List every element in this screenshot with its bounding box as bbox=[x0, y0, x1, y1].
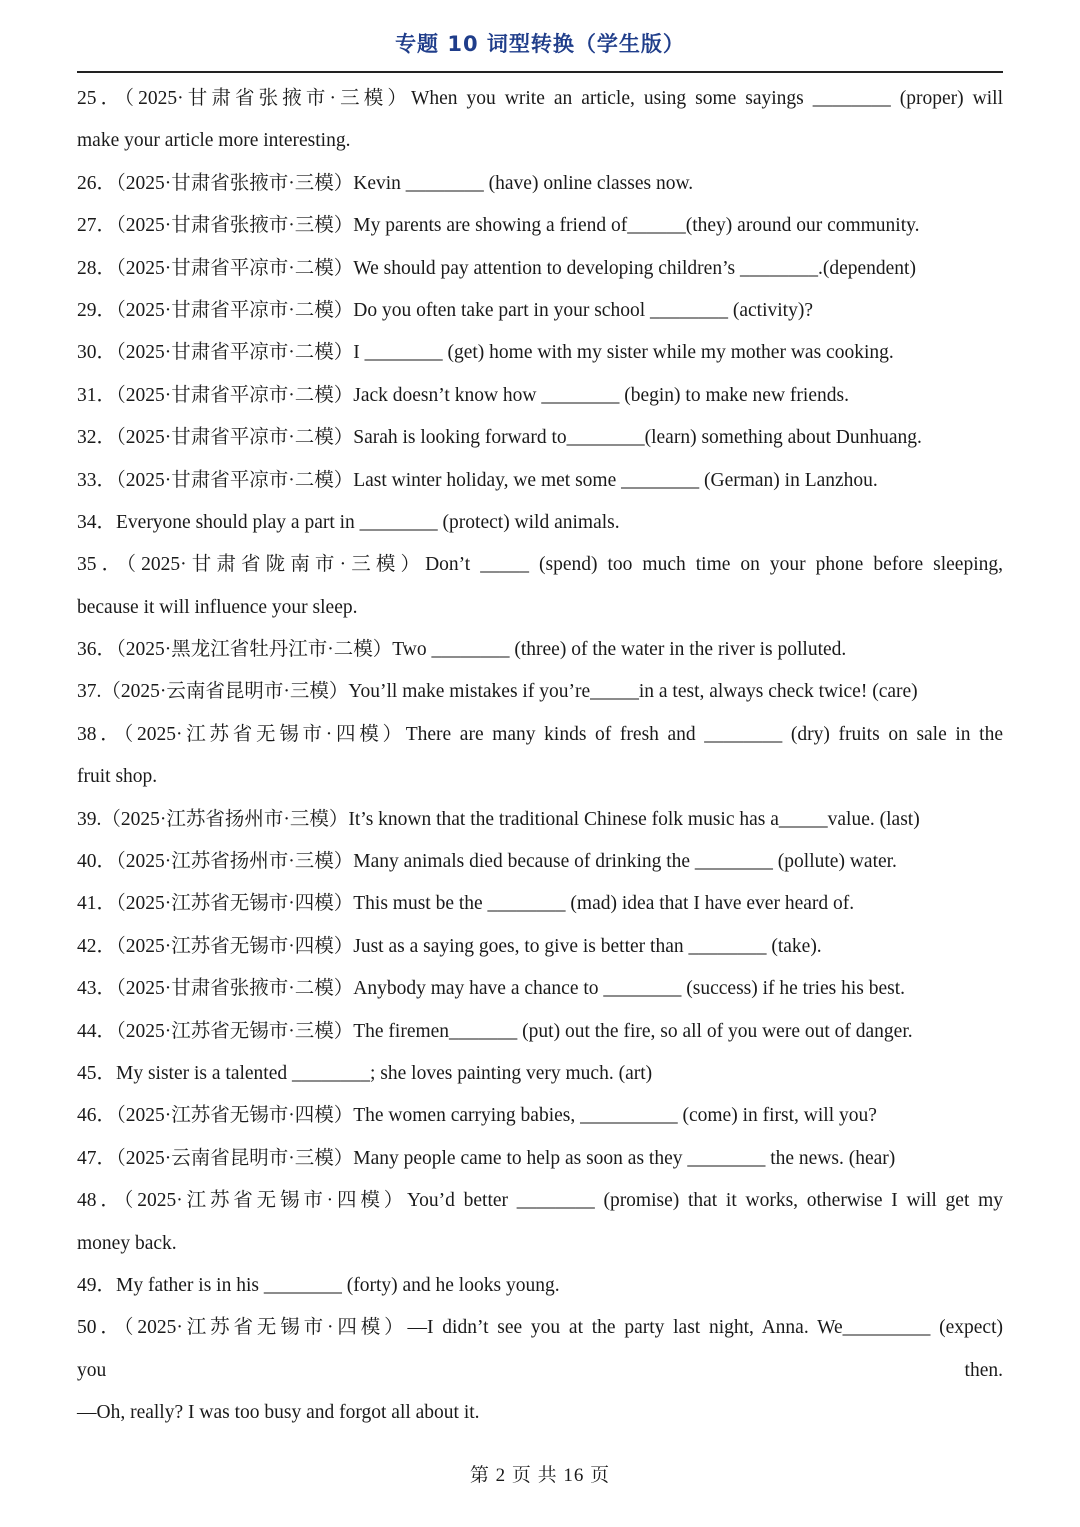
question-line: 31．（2025·甘肃省平凉市·二模）Jack doesn’t know how ________ (begin) to make new friends. bbox=[77, 384, 849, 406]
question-line: 42．（2025·江苏省无锡市·四模）Just as a saying goes, to give is better than ________ (take). bbox=[77, 935, 822, 957]
question-item bbox=[77, 1011, 1003, 1053]
question-line: 48．（2025·江苏省无锡市·四模）You’d better ________ (promise) that it works, otherwise I will get my bbox=[77, 1190, 1003, 1212]
question-item bbox=[77, 290, 1003, 332]
question-item bbox=[77, 671, 1003, 713]
question-line: 30．（2025·甘肃省平凉市·二模）I ________ (get) home with my sister while my mother was cooking. bbox=[77, 342, 894, 364]
question-item bbox=[77, 460, 1003, 502]
question-item bbox=[77, 968, 1003, 1010]
question-list bbox=[77, 78, 1003, 1435]
question-item bbox=[77, 1053, 1003, 1095]
question-line: 27．（2025·甘肃省张掖市·三模）My parents are showing a friend of______(they) around our community. bbox=[77, 215, 920, 237]
question-item bbox=[77, 629, 1003, 671]
question-line: 38．（2025·江苏省无锡市·四模）There are many kinds of fresh and ________ (dry) fruits on sale in the bbox=[77, 723, 1003, 745]
question-item bbox=[77, 1138, 1003, 1180]
question-item bbox=[77, 841, 1003, 883]
question-line: 35．（2025·甘肃省陇南市·三模）Don’t _____ (spend) too much time on your phone before sleeping, bbox=[77, 554, 1003, 576]
question-item bbox=[77, 926, 1003, 968]
question-item bbox=[77, 205, 1003, 247]
question-line: 33．（2025·甘肃省平凉市·二模）Last winter holiday, we met some ________ (German) in Lanzhou. bbox=[77, 469, 878, 491]
question-item bbox=[77, 248, 1003, 290]
question-line: you then. bbox=[77, 1359, 1003, 1381]
question-line: 34．Everyone should play a part in ________ (protect) wild animals. bbox=[77, 511, 620, 533]
question-line: 49．My father is in his ________ (forty) and he looks young. bbox=[77, 1274, 560, 1296]
question-item bbox=[77, 78, 1003, 163]
header-divider bbox=[77, 71, 1003, 73]
question-line: 40．（2025·江苏省扬州市·三模）Many animals died because of drinking the ________ (pollute) water. bbox=[77, 851, 897, 873]
question-line: fruit shop. bbox=[77, 766, 158, 788]
question-line: 45．My sister is a talented ________; she loves painting very much. (art) bbox=[77, 1062, 653, 1084]
question-item bbox=[77, 375, 1003, 417]
question-line: 46．（2025·江苏省无锡市·四模）The women carrying babies, __________ (come) in first, will you? bbox=[77, 1105, 877, 1127]
question-item bbox=[77, 544, 1003, 629]
question-line: 28．（2025·甘肃省平凉市·二模）We should pay attention to developing children’s ________.(dependent) bbox=[77, 257, 916, 279]
question-line: make your article more interesting. bbox=[77, 130, 351, 152]
question-line: because it will influence your sleep. bbox=[77, 596, 358, 618]
question-line: 32．（2025·甘肃省平凉市·二模）Sarah is looking forward to________(learn) something about Dunhuang. bbox=[77, 427, 922, 449]
question-line: 29．（2025·甘肃省平凉市·二模）Do you often take part in your school ________ (activity)? bbox=[77, 299, 814, 321]
question-item bbox=[77, 1265, 1003, 1307]
question-item bbox=[77, 714, 1003, 799]
question-item bbox=[77, 163, 1003, 205]
question-item bbox=[77, 1095, 1003, 1137]
question-line: 43．（2025·甘肃省张掖市·二模）Anybody may have a chance to ________ (success) if he tries his best. bbox=[77, 978, 906, 1000]
page-number: 第 2 页 共 16 页 bbox=[469, 1465, 611, 1486]
question-line: 25．（2025·甘肃省张掖市·三模）When you write an article, using some sayings ________ (proper) will bbox=[77, 88, 1003, 109]
question-item bbox=[77, 417, 1003, 459]
question-line: 37.（2025·云南省昆明市·三模）You’ll make mistakes if you’re_____in a test, always check twice! (care) bbox=[77, 681, 918, 703]
question-line: 39.（2025·江苏省扬州市·三模）It’s known that the traditional Chinese folk music has a_____value. (last) bbox=[77, 808, 920, 830]
question-line: 47．（2025·云南省昆明市·三模）Many people came to help as soon as they ________ the news. (hear) bbox=[77, 1147, 896, 1169]
question-item bbox=[77, 332, 1003, 374]
question-item bbox=[77, 1307, 1003, 1434]
question-line: 26．（2025·甘肃省张掖市·三模）Kevin ________ (have) online classes now. bbox=[77, 172, 694, 194]
question-item bbox=[77, 502, 1003, 544]
question-line: 50．（2025·江苏省无锡市·四模）—I didn’t see you at the party last night, Anna. We_________ (expect) bbox=[77, 1317, 1003, 1339]
question-item bbox=[77, 1180, 1003, 1265]
question-item bbox=[77, 799, 1003, 841]
question-item bbox=[77, 883, 1003, 925]
question-line: 36．（2025·黑龙江省牡丹江市·二模）Two ________ (three) of the water in the river is polluted. bbox=[77, 639, 847, 661]
page-header-title: 专题 10 词型转换（学生版） bbox=[395, 32, 685, 56]
question-line: money back. bbox=[77, 1232, 177, 1254]
question-line: 44．（2025·江苏省无锡市·三模）The firemen_______ (put) out the fire, so all of you were out of danger. bbox=[77, 1020, 913, 1042]
question-line: 41．（2025·江苏省无锡市·四模）This must be the ________ (mad) idea that I have ever heard of. bbox=[77, 893, 855, 915]
question-line: —Oh, really? I was too busy and forgot all about it. bbox=[77, 1402, 480, 1424]
